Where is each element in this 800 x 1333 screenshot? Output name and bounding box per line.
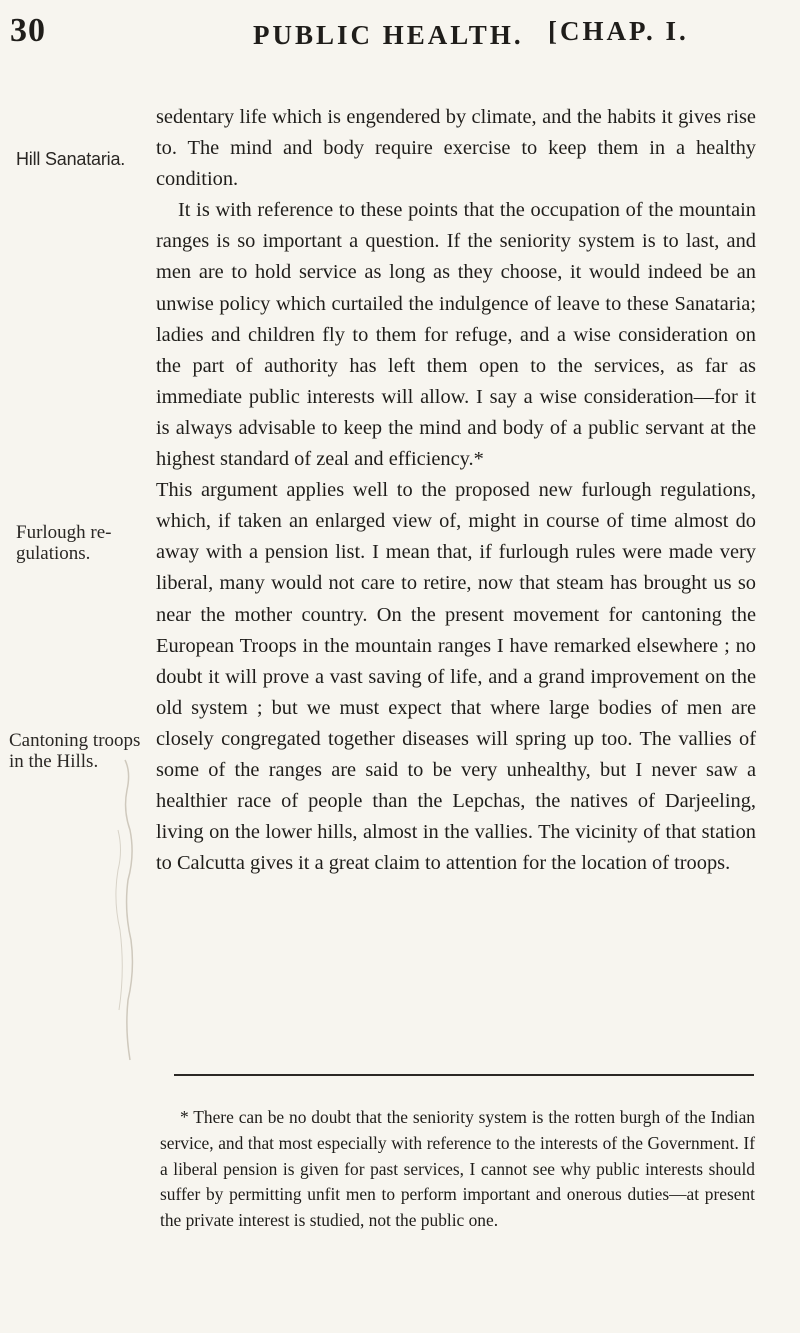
margin-bleed-marks: [100, 750, 160, 1070]
chapter-label: [CHAP. I.: [548, 16, 689, 46]
page-number: 30: [10, 12, 46, 49]
page-header: [0, 12, 800, 62]
sidenote-furlough-regulations: Furlough re-gulations.: [16, 522, 112, 564]
paragraph-3: This argument applies well to the proposed new furlough regulations, which, if taken an enlarged view of, might in course of time almost do away with a pension list. I mean that, if furlough rules were made very liberal, many would not care to retire, now that steam has brought us so near the mother country. On the present movement for cantoning the European Troops in the mountain ranges I have remarked elsewhere ; no doubt it will prove a vast saving of life, and a grand improvement on the old system ; but we must expect that where large bodies of men are closely congregated together diseases will spring up too. The vallies of some of the ranges are said to be very unhealthy, but I never saw a healthier race of people than the Lepchas, the natives of Darjeeling, living on the lower hills, almost in the vallies. The vicinity of that station to Calcutta gives it a great claim to attention for the location of troops.: [156, 479, 756, 875]
paragraph-1: sedentary life which is engendered by climate, and the habits it gives rise to. The mind and body require exercise to keep them in a healthy condition.: [156, 106, 756, 191]
sidenote-cantoning-troops: Cantoning troops in the Hills.: [9, 730, 141, 772]
paragraph-2: It is with reference to these points that the occupation of the mountain ranges is so important a question. If the seniority system is to last, and men are to hold service as long as they choose, it would indeed be an unwise policy which curtailed the indulgence of leave to these Sanataria; ladies and children fly to them for refuge, and a wise consideration on the part of authority has left them open to the services, as far as immediate public interests will allow. I say a wise consideration—for it is always advisable to keep the mind and body of a public servant at the highest standard of zeal and efficiency.*: [156, 199, 756, 471]
sidenote-hill-sanataria: Hill Sanataria.: [16, 149, 126, 169]
running-title: PUBLIC HEALTH.: [253, 20, 524, 50]
body-text: [156, 102, 756, 879]
footnote-rule: [174, 1074, 754, 1076]
footnote: * There can be no doubt that the seniority system is the rotten burgh of the Indian service, and that most especially with reference to the interests of the Government. If a liberal pension is given for past services, I cannot see why public interests should suffer by permitting unfit men to perform important and onerous duties—at present the private interest is studied, not the public one.: [160, 1107, 755, 1230]
